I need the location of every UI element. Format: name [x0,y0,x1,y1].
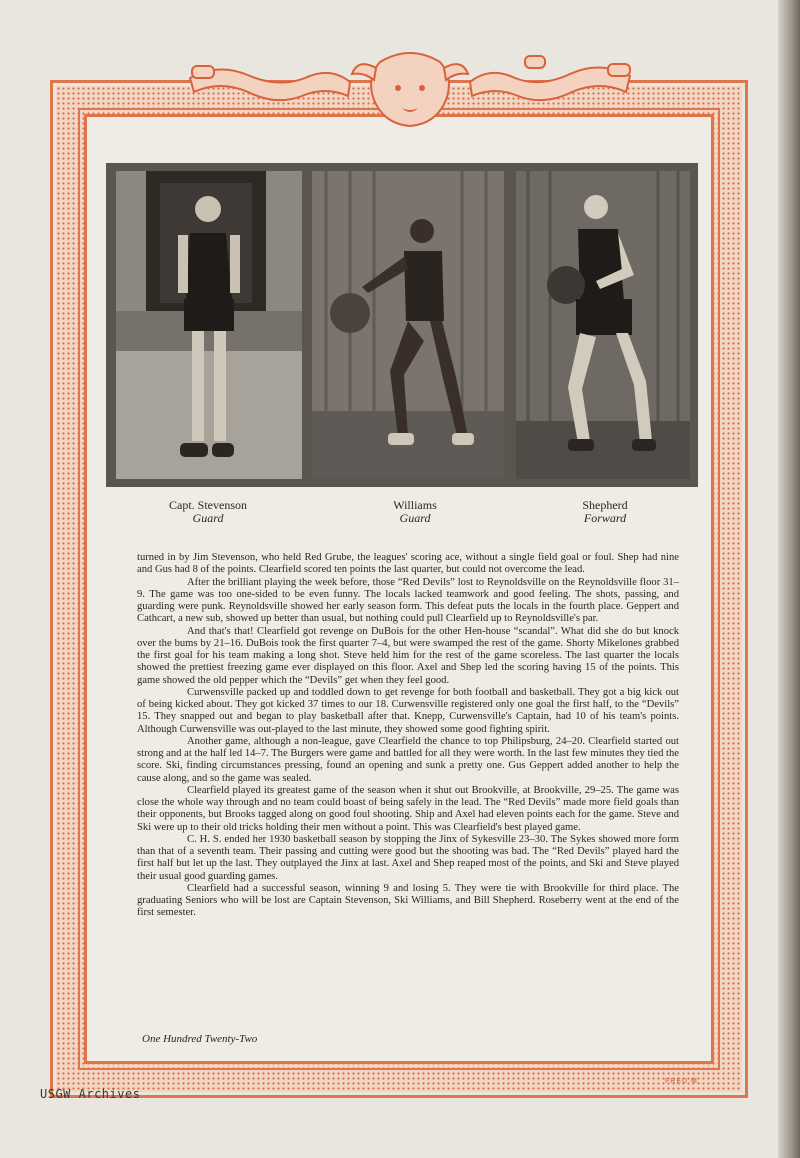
paragraph: And that's that! Clearfield got revenge on DuBois for the other Hen-house “scandal”. What did she do but knock over the bums by 21–16. DuBois took the first quarter 7–4, but were swamped the rest of the game. Shorty Mikelones grabbed the first goal for his team making a long shot. Steve held him for the rest of the game scoreless. The last quarter the locals showed the prettiest freezing game ever displayed on this floor. Axel and Shep led the scoring having 15 of the points. This game showed the old pepper which the “Devils” get when they feel good. [137,625,679,686]
page-spine-edge [778,0,800,1158]
photo-stevenson [116,171,302,479]
paragraph: Another game, although a non-league, gave Clearfield the chance to top Philipsburg, 24–20. Clearfield started out strong and at the half led 14–7. The Burgers were game and battled for all they were worth. In the last few minutes they tied the score. Ski, finding circumstances pressing, found an opening and sunk a pretty one. Gus Geppert added another to help the cause along, and so the game was sealed. [137,735,679,784]
paragraph: Curwensville packed up and toddled down to get revenge for both football and basketball. They got a big kick out of being kicked about. They got kicked 37 times to our 18. Curwensville registered only one goal the first half, to the “Devils” 15. They snapped out and began to play basketball after that. Knepp, Curwensville's Captain, had 10 of his team's points. Although Curwensville was out-played to the last minute, they showed some good fighting spirit. [137,686,679,735]
artist-signature: FRED M. [665,1078,701,1085]
paragraph: turned in by Jim Stevenson, who held Red Grube, the leagues' scoring ace, without a single field goal or foul. Shep had nine and Gus had 8 of the points. Clearfield scored ten points the last quarter, but could not overcome the lead. [137,552,679,576]
caption-position: Guard [399,511,431,525]
caption-williams [335,499,495,525]
caption-position: Forward [583,511,627,525]
buffalo-crest-ornament [180,48,640,128]
paragraph: Clearfield had a successful season, winning 9 and losing 5. They were tie with Brookville for third place. The graduating Seniors who will be lost are Captain Stevenson, Ski Williams, and Bill Shepherd. Roseberry went at the end of the first semester. [137,882,679,919]
caption-position: Guard [192,511,224,525]
caption-name: Williams [393,498,437,512]
team-photos-panel [106,163,698,487]
photo-shepherd [516,171,690,479]
photo-williams [312,171,504,479]
paragraph: C. H. S. ended her 1930 basketball season by stopping the Jinx of Sykesville 23–30. The Sykes showed more form than that of a seventh team. Their passing and cutting were good but the shooting was bad. The “Red Devils” played hard the first half but let up the last. They outplayed the Jinx at last. Axel and Shep reaped most of the points, and Ski and Steve played their usual good guarding games. [137,833,679,882]
paragraph: After the brilliant playing the week before, those “Red Devils” lost to Reynoldsville on the Reynoldsville floor 31–9. The game was too one-sided to be even funny. The locals lacked teamwork and good feeling. The shots, passing, and guarding were punk. Reynoldsville showed her early season form. This defeat puts the locals in the fourth place. Geppert and Cathcart, a new sub, showed up better than usual, but nothing could pull Clearfield up to Reynoldsville's par. [137,576,679,625]
caption-stevenson [128,499,288,525]
paragraph: Clearfield played its greatest game of the season when it shut out Brookville, at Brookville, 29–25. The game was close the whole way through and no team could boast of being safely in the lead. The “Red Devils” made more field goals than their opponents, but Brooks tagged along on good foul shooting. Ship and Axel had eleven points each for the game. Steve and Ski were up to their old tricks holding their men without a point. This was Clearfield's best played game. [137,784,679,833]
caption-shepherd [525,499,685,525]
archive-watermark: USGW Archives [40,1087,141,1101]
page-number: One Hundred Twenty-Two [142,1033,258,1045]
caption-name: Shepherd [582,498,628,512]
caption-name: Capt. Stevenson [169,498,247,512]
article-body [137,552,679,920]
